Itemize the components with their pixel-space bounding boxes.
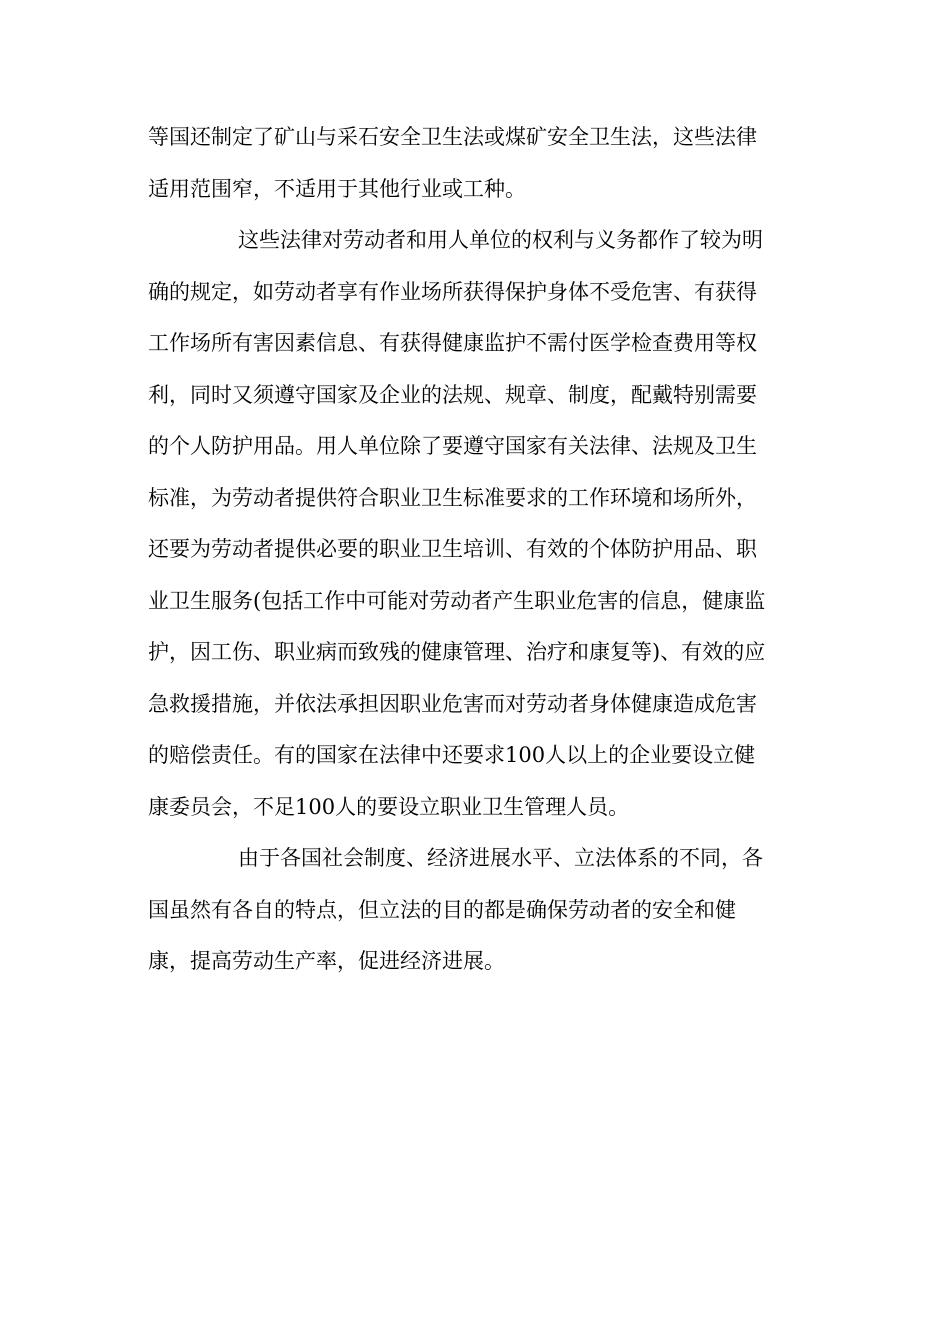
paragraph-3 (148, 833, 808, 988)
document-body (148, 112, 808, 988)
text-line: 护，因工伤、职业病而致残的健康管理、治疗和康复等)、有效的应 (148, 640, 766, 664)
paragraph-1 (148, 112, 808, 215)
text-line: 急救援措施，并依法承担因职业危害而对劳动者身体健康造成危害 (148, 691, 757, 716)
text-line: 这些法律对劳动者和用人单位的权利与义务都作了较为明 (238, 228, 763, 252)
text-line: 确的规定，如劳动者享有作业场所获得保护身体不受危害、有获得 (148, 279, 757, 304)
text-line: 适用范围窄，不适用于其他行业或工种。 (148, 176, 526, 201)
paragraph-2 (148, 215, 808, 833)
text-line: 利，同时又须遵守国家及企业的法规、规章、制度，配戴特别需要 (148, 382, 757, 407)
text-line: 还要为劳动者提供必要的职业卫生培训、有效的个体防护用品、职 (148, 537, 757, 561)
text-line: 康，提高劳动生产率，促进经济进展。 (148, 949, 505, 973)
text-line: 国虽然有各自的特点，但立法的目的都是确保劳动者的安全和健 (148, 897, 736, 922)
text-line: 的个人防护用品。用人单位除了要遵守国家有关法律、法规及卫生 (148, 434, 757, 458)
text-line: 业卫生服务(包括工作中可能对劳动者产生职业危害的信息，健康监 (148, 588, 766, 613)
text-line: 标准，为劳动者提供符合职业卫生标准要求的工作环境和场所外， (148, 485, 757, 510)
text-line: 等国还制定了矿山与采石安全卫生法或煤矿安全卫生法，这些法律 (148, 125, 757, 149)
text-line: 工作场所有害因素信息、有获得健康监护不需付医学检查费用等权 (148, 331, 757, 355)
text-line: 康委员会，不足100人的要设立职业卫生管理人员。 (148, 794, 630, 819)
text-line: 的赔偿责任。有的国家在法律中还要求100人以上的企业要设立健 (148, 743, 756, 767)
text-line: 由于各国社会制度、经济进展水平、立法体系的不同，各 (238, 846, 763, 870)
